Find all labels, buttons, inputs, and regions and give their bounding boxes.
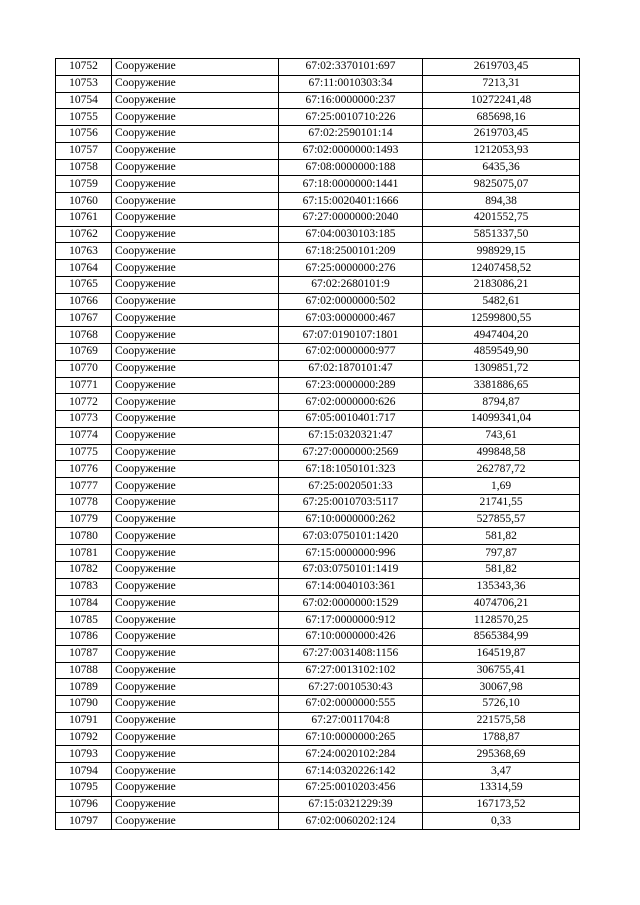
object-type-cell: Сооружение — [112, 193, 279, 210]
table-row — [56, 645, 580, 662]
table-row — [56, 712, 580, 729]
object-type-cell: Сооружение — [112, 561, 279, 578]
table-row — [56, 344, 580, 361]
table-row — [56, 511, 580, 528]
table-row — [56, 779, 580, 796]
cadastral-value-cell: 499848,58 — [423, 444, 580, 461]
table-row — [56, 142, 580, 159]
table-row — [56, 629, 580, 646]
object-type-cell: Сооружение — [112, 209, 279, 226]
cadastral-number-cell: 67:02:0000000:1529 — [279, 595, 423, 612]
row-number-cell: 10794 — [56, 763, 112, 780]
cadastral-value-cell: 743,61 — [423, 427, 580, 444]
cadastral-value-cell: 262787,72 — [423, 461, 580, 478]
table-row — [56, 394, 580, 411]
cadastral-number-cell: 67:02:2590101:14 — [279, 126, 423, 143]
object-type-cell: Сооружение — [112, 629, 279, 646]
cadastral-number-cell: 67:02:0000000:977 — [279, 344, 423, 361]
row-number-cell: 10782 — [56, 561, 112, 578]
table-row — [56, 327, 580, 344]
row-number-cell: 10760 — [56, 193, 112, 210]
cadastral-number-cell: 67:15:0321229:39 — [279, 796, 423, 813]
table-row — [56, 796, 580, 813]
cadastral-value-cell: 21741,55 — [423, 494, 580, 511]
row-number-cell: 10783 — [56, 578, 112, 595]
cadastral-value-cell: 306755,41 — [423, 662, 580, 679]
object-type-cell: Сооружение — [112, 75, 279, 92]
cadastral-number-cell: 67:24:0020102:284 — [279, 746, 423, 763]
row-number-cell: 10792 — [56, 729, 112, 746]
cadastral-value-cell: 295368,69 — [423, 746, 580, 763]
cadastral-number-cell: 67:18:2500101:209 — [279, 243, 423, 260]
cadastral-number-cell: 67:14:0320226:142 — [279, 763, 423, 780]
cadastral-value-cell: 221575,58 — [423, 712, 580, 729]
table-row — [56, 444, 580, 461]
object-type-cell: Сооружение — [112, 779, 279, 796]
row-number-cell: 10766 — [56, 293, 112, 310]
table-row — [56, 159, 580, 176]
table-row — [56, 109, 580, 126]
table-row — [56, 310, 580, 327]
table-row — [56, 578, 580, 595]
cadastral-number-cell: 67:04:0030103:185 — [279, 226, 423, 243]
cadastral-value-cell: 4201552,75 — [423, 209, 580, 226]
row-number-cell: 10776 — [56, 461, 112, 478]
object-type-cell: Сооружение — [112, 243, 279, 260]
row-number-cell: 10763 — [56, 243, 112, 260]
row-number-cell: 10768 — [56, 327, 112, 344]
table-row — [56, 813, 580, 830]
object-type-cell: Сооружение — [112, 411, 279, 428]
cadastral-value-cell: 2619703,45 — [423, 126, 580, 143]
cadastral-number-cell: 67:15:0000000:996 — [279, 545, 423, 562]
object-type-cell: Сооружение — [112, 176, 279, 193]
row-number-cell: 10770 — [56, 360, 112, 377]
row-number-cell: 10757 — [56, 142, 112, 159]
object-type-cell: Сооружение — [112, 159, 279, 176]
cadastral-number-cell: 67:18:0000000:1441 — [279, 176, 423, 193]
cadastral-number-cell: 67:27:0000000:2040 — [279, 209, 423, 226]
cadastral-value-cell: 5726,10 — [423, 696, 580, 713]
row-number-cell: 10797 — [56, 813, 112, 830]
row-number-cell: 10784 — [56, 595, 112, 612]
row-number-cell: 10774 — [56, 427, 112, 444]
row-number-cell: 10761 — [56, 209, 112, 226]
row-number-cell: 10786 — [56, 629, 112, 646]
cadastral-value-cell: 998929,15 — [423, 243, 580, 260]
cadastral-value-cell: 581,82 — [423, 528, 580, 545]
cadastral-number-cell: 67:08:0000000:188 — [279, 159, 423, 176]
cadastral-value-cell: 581,82 — [423, 561, 580, 578]
cadastral-value-cell: 3381886,65 — [423, 377, 580, 394]
row-number-cell: 10767 — [56, 310, 112, 327]
cadastral-value-cell: 8794,87 — [423, 394, 580, 411]
object-type-cell: Сооружение — [112, 310, 279, 327]
row-number-cell: 10758 — [56, 159, 112, 176]
row-number-cell: 10772 — [56, 394, 112, 411]
cadastral-value-cell: 5482,61 — [423, 293, 580, 310]
cadastral-number-cell: 67:10:0000000:262 — [279, 511, 423, 528]
cadastral-number-cell: 67:17:0000000:912 — [279, 612, 423, 629]
row-number-cell: 10759 — [56, 176, 112, 193]
cadastral-value-cell: 1788,87 — [423, 729, 580, 746]
object-type-cell: Сооружение — [112, 763, 279, 780]
object-type-cell: Сооружение — [112, 729, 279, 746]
object-type-cell: Сооружение — [112, 109, 279, 126]
object-type-cell: Сооружение — [112, 494, 279, 511]
object-type-cell: Сооружение — [112, 662, 279, 679]
table-row — [56, 478, 580, 495]
object-type-cell: Сооружение — [112, 427, 279, 444]
object-type-cell: Сооружение — [112, 511, 279, 528]
cadastral-number-cell: 67:15:0020401:1666 — [279, 193, 423, 210]
object-type-cell: Сооружение — [112, 126, 279, 143]
cadastral-value-cell: 2619703,45 — [423, 59, 580, 76]
object-type-cell: Сооружение — [112, 377, 279, 394]
row-number-cell: 10795 — [56, 779, 112, 796]
registry-table-body — [56, 59, 580, 830]
object-type-cell: Сооружение — [112, 696, 279, 713]
row-number-cell: 10754 — [56, 92, 112, 109]
cadastral-value-cell: 1212053,93 — [423, 142, 580, 159]
row-number-cell: 10796 — [56, 796, 112, 813]
table-row — [56, 427, 580, 444]
row-number-cell: 10778 — [56, 494, 112, 511]
table-row — [56, 92, 580, 109]
cadastral-value-cell: 4859549,90 — [423, 344, 580, 361]
table-row — [56, 293, 580, 310]
cadastral-number-cell: 67:05:0010401:717 — [279, 411, 423, 428]
object-type-cell: Сооружение — [112, 276, 279, 293]
cadastral-number-cell: 67:16:0000000:237 — [279, 92, 423, 109]
object-type-cell: Сооружение — [112, 746, 279, 763]
row-number-cell: 10762 — [56, 226, 112, 243]
table-row — [56, 461, 580, 478]
table-row — [56, 209, 580, 226]
cadastral-number-cell: 67:10:0000000:265 — [279, 729, 423, 746]
cadastral-value-cell: 30067,98 — [423, 679, 580, 696]
cadastral-value-cell: 797,87 — [423, 545, 580, 562]
cadastral-number-cell: 67:11:0010303:34 — [279, 75, 423, 92]
table-row — [56, 746, 580, 763]
row-number-cell: 10755 — [56, 109, 112, 126]
row-number-cell: 10785 — [56, 612, 112, 629]
table-row — [56, 59, 580, 76]
cadastral-value-cell: 13314,59 — [423, 779, 580, 796]
object-type-cell: Сооружение — [112, 578, 279, 595]
cadastral-number-cell: 67:25:0010703:5117 — [279, 494, 423, 511]
table-row — [56, 494, 580, 511]
cadastral-number-cell: 67:02:1870101:47 — [279, 360, 423, 377]
row-number-cell: 10771 — [56, 377, 112, 394]
table-row — [56, 226, 580, 243]
cadastral-value-cell: 9825075,07 — [423, 176, 580, 193]
cadastral-number-cell: 67:03:0750101:1420 — [279, 528, 423, 545]
table-row — [56, 662, 580, 679]
object-type-cell: Сооружение — [112, 595, 279, 612]
cadastral-value-cell: 0,33 — [423, 813, 580, 830]
table-row — [56, 528, 580, 545]
cadastral-number-cell: 67:03:0750101:1419 — [279, 561, 423, 578]
cadastral-value-cell: 894,38 — [423, 193, 580, 210]
table-row — [56, 729, 580, 746]
cadastral-number-cell: 67:02:0060202:124 — [279, 813, 423, 830]
table-row — [56, 260, 580, 277]
cadastral-number-cell: 67:07:0190107:1801 — [279, 327, 423, 344]
cadastral-value-cell: 3,47 — [423, 763, 580, 780]
table-row — [56, 276, 580, 293]
row-number-cell: 10764 — [56, 260, 112, 277]
row-number-cell: 10781 — [56, 545, 112, 562]
object-type-cell: Сооружение — [112, 226, 279, 243]
table-row — [56, 595, 580, 612]
object-type-cell: Сооружение — [112, 360, 279, 377]
object-type-cell: Сооружение — [112, 545, 279, 562]
table-row — [56, 126, 580, 143]
cadastral-value-cell: 1,69 — [423, 478, 580, 495]
cadastral-number-cell: 67:18:1050101:323 — [279, 461, 423, 478]
object-type-cell: Сооружение — [112, 612, 279, 629]
cadastral-value-cell: 1309851,72 — [423, 360, 580, 377]
object-type-cell: Сооружение — [112, 344, 279, 361]
object-type-cell: Сооружение — [112, 712, 279, 729]
table-row — [56, 679, 580, 696]
cadastral-value-cell: 12407458,52 — [423, 260, 580, 277]
row-number-cell: 10756 — [56, 126, 112, 143]
table-row — [56, 377, 580, 394]
row-number-cell: 10773 — [56, 411, 112, 428]
cadastral-value-cell: 164519,87 — [423, 645, 580, 662]
row-number-cell: 10765 — [56, 276, 112, 293]
row-number-cell: 10789 — [56, 679, 112, 696]
cadastral-number-cell: 67:10:0000000:426 — [279, 629, 423, 646]
object-type-cell: Сооружение — [112, 327, 279, 344]
table-row — [56, 243, 580, 260]
table-row — [56, 75, 580, 92]
row-number-cell: 10779 — [56, 511, 112, 528]
table-row — [56, 360, 580, 377]
object-type-cell: Сооружение — [112, 528, 279, 545]
object-type-cell: Сооружение — [112, 645, 279, 662]
table-row — [56, 411, 580, 428]
cadastral-value-cell: 4074706,21 — [423, 595, 580, 612]
table-row — [56, 176, 580, 193]
cadastral-value-cell: 2183086,21 — [423, 276, 580, 293]
cadastral-number-cell: 67:02:0000000:502 — [279, 293, 423, 310]
object-type-cell: Сооружение — [112, 394, 279, 411]
cadastral-number-cell: 67:25:0020501:33 — [279, 478, 423, 495]
object-type-cell: Сооружение — [112, 813, 279, 830]
row-number-cell: 10769 — [56, 344, 112, 361]
row-number-cell: 10752 — [56, 59, 112, 76]
cadastral-value-cell: 6435,36 — [423, 159, 580, 176]
cadastral-value-cell: 14099341,04 — [423, 411, 580, 428]
table-row — [56, 612, 580, 629]
row-number-cell: 10787 — [56, 645, 112, 662]
cadastral-value-cell: 4947404,20 — [423, 327, 580, 344]
object-type-cell: Сооружение — [112, 679, 279, 696]
row-number-cell: 10753 — [56, 75, 112, 92]
cadastral-value-cell: 527855,57 — [423, 511, 580, 528]
cadastral-value-cell: 10272241,48 — [423, 92, 580, 109]
object-type-cell: Сооружение — [112, 142, 279, 159]
cadastral-number-cell: 67:14:0040103:361 — [279, 578, 423, 595]
row-number-cell: 10775 — [56, 444, 112, 461]
table-row — [56, 545, 580, 562]
cadastral-number-cell: 67:25:0010203:456 — [279, 779, 423, 796]
cadastral-value-cell: 167173,52 — [423, 796, 580, 813]
cadastral-number-cell: 67:02:0000000:626 — [279, 394, 423, 411]
row-number-cell: 10793 — [56, 746, 112, 763]
cadastral-value-cell: 685698,16 — [423, 109, 580, 126]
object-type-cell: Сооружение — [112, 92, 279, 109]
cadastral-value-cell: 12599800,55 — [423, 310, 580, 327]
object-type-cell: Сооружение — [112, 293, 279, 310]
table-row — [56, 696, 580, 713]
row-number-cell: 10791 — [56, 712, 112, 729]
row-number-cell: 10788 — [56, 662, 112, 679]
cadastral-number-cell: 67:27:0010530:43 — [279, 679, 423, 696]
object-type-cell: Сооружение — [112, 461, 279, 478]
cadastral-value-cell: 1128570,25 — [423, 612, 580, 629]
cadastral-number-cell: 67:27:0013102:102 — [279, 662, 423, 679]
row-number-cell: 10780 — [56, 528, 112, 545]
cadastral-number-cell: 67:27:0031408:1156 — [279, 645, 423, 662]
table-row — [56, 561, 580, 578]
cadastral-value-cell: 5851337,50 — [423, 226, 580, 243]
cadastral-number-cell: 67:25:0000000:276 — [279, 260, 423, 277]
object-type-cell: Сооружение — [112, 796, 279, 813]
cadastral-number-cell: 67:02:0000000:555 — [279, 696, 423, 713]
cadastral-number-cell: 67:23:0000000:289 — [279, 377, 423, 394]
row-number-cell: 10790 — [56, 696, 112, 713]
cadastral-number-cell: 67:03:0000000:467 — [279, 310, 423, 327]
object-type-cell: Сооружение — [112, 478, 279, 495]
cadastral-number-cell: 67:02:2680101:9 — [279, 276, 423, 293]
cadastral-number-cell: 67:25:0010710:226 — [279, 109, 423, 126]
row-number-cell: 10777 — [56, 478, 112, 495]
cadastral-value-cell: 7213,31 — [423, 75, 580, 92]
object-type-cell: Сооружение — [112, 260, 279, 277]
cadastral-number-cell: 67:27:0011704:8 — [279, 712, 423, 729]
object-type-cell: Сооружение — [112, 59, 279, 76]
cadastral-number-cell: 67:02:3370101:697 — [279, 59, 423, 76]
cadastral-number-cell: 67:02:0000000:1493 — [279, 142, 423, 159]
cadastral-value-cell: 135343,36 — [423, 578, 580, 595]
table-row — [56, 763, 580, 780]
cadastral-number-cell: 67:15:0320321:47 — [279, 427, 423, 444]
cadastral-value-cell: 8565384,99 — [423, 629, 580, 646]
object-type-cell: Сооружение — [112, 444, 279, 461]
property-registry-table — [55, 58, 580, 830]
table-row — [56, 193, 580, 210]
cadastral-number-cell: 67:27:0000000:2569 — [279, 444, 423, 461]
